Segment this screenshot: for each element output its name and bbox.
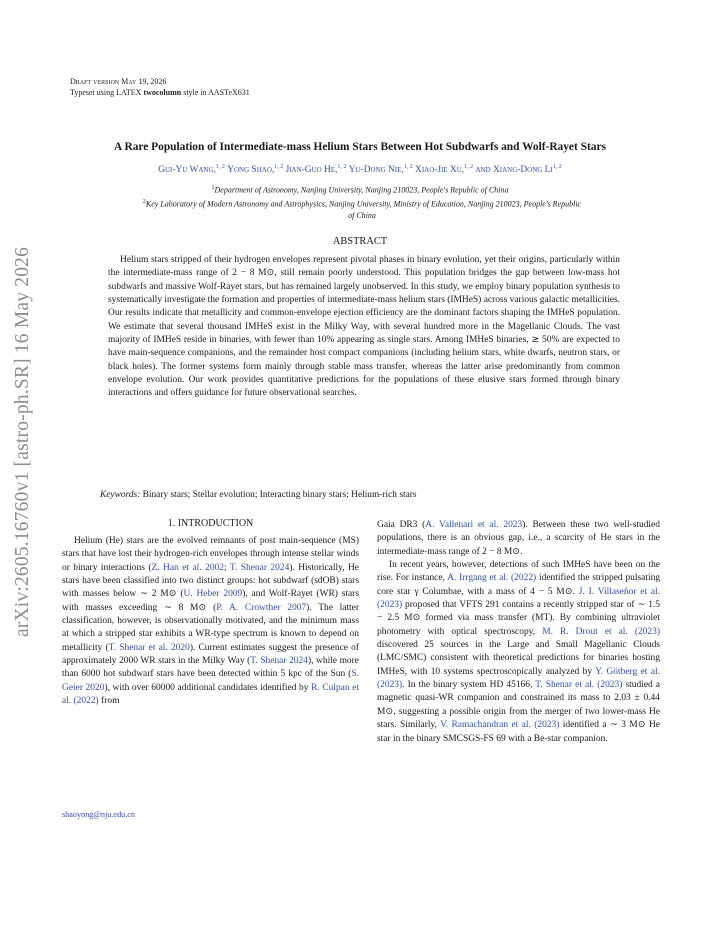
- citation-link[interactable]: Z. Han et al. 2002: [151, 562, 224, 573]
- paragraph: [62, 535, 359, 708]
- arxiv-stamp: [8, 232, 38, 652]
- corresponding-email-link[interactable]: shaoyong@nju.edu.cn: [62, 810, 136, 819]
- section-heading-introduction: 1. INTRODUCTION: [167, 518, 254, 529]
- citation-link[interactable]: R. Culpan et al. (2022): [62, 682, 359, 707]
- abstract-body: Helium stars stripped of their hydrogen envelopes represent pivotal phases in binary evolution, yet their origins, particularly within the intermediate-mass range of 2 − 8 M⊙, still remain poorly understood. This population bridges the gap between low-mass hot subdwarfs and massive Wolf-Rayet stars, but has remained largely unobserved. In this study, we employ binary population synthesis to systematically investigate the formation and properties of intermediate-mass helium stars (IMHeS) across various galactic metallicities. Our results indicate that metallicity and common-envelope ejection efficiency are the dominant factors shaping the IMHeS population. We estimate that several thousand IMHeS exist in the Milky Way, with several hundred more in the Magellanic Clouds. The vast majority of IMHeS reside in binaries, with fewer than 10% appearing as single stars. Among IMHeS binaries, ≳ 50% are expected to have main-sequence companions, and the remainder host compact companions (including helium stars, white dwarfs, neutron stars, or black holes). The former systems form mainly through stable mass transfer, whereas the latter arise predominantly from common envelope evolution. Our work provides quantitative predictions for the populations of these elusive stars formed through binary interactions and offers guidance for future observational searches.: [108, 255, 620, 399]
- author[interactable]: Jian-Guo He,$^{1, 2}$: [285, 164, 347, 176]
- right-column: [377, 519, 660, 746]
- affiliation-1: $^1$Department of Astronomy, Nanjing University, Nanjing 210023, People's Republic of China: [211, 185, 509, 195]
- citation-link[interactable]: Y. Götberg et al. (2023): [377, 666, 660, 691]
- body-text: Helium (He) stars are the evolved remnants of post main-sequence (MS) stars that have lost their hydrogen-rich envelopes through intense stellar winds or binary interactions (: [62, 536, 359, 573]
- citation-link[interactable]: A. Vallenari et al. 2023: [425, 520, 523, 530]
- author[interactable]: and Xiang-Dong Li$^{1, 2}$: [475, 164, 562, 176]
- body-text: ), and Wolf-Rayet (WR) stars with masses exceeding ∼ 8 M⊙ (: [62, 589, 359, 613]
- draft-version-line: Draft version May 19, 2026: [70, 77, 167, 86]
- citation-link[interactable]: T. Shenar et al. 2020: [108, 642, 190, 653]
- citation-link[interactable]: T. Shenar 2024: [250, 656, 308, 667]
- keywords-list: Binary stars; Stellar evolution; Interacting binary stars; Helium-rich stars: [142, 490, 417, 500]
- body-text: discovered 25 sources in the Large and Small Magellanic Clouds (LMC/SMC) consistent with theoretical predictions for binaries hosting IMHeS, with 10 systems spectroscopically analyzed by: [377, 640, 660, 677]
- affiliation-2: $^2$Key Laboratory of Modern Astronomy and Astrophysics, Nanjing University, Ministry of Education, Nanjing 210023, People's Republic of China: [142, 199, 582, 220]
- citation-link[interactable]: U. Heber 2009: [183, 589, 243, 600]
- paragraph: [377, 559, 660, 746]
- body-text: ). Current estimates suggest the presence of approximately 2000 WR stars in the Milky Way (: [62, 642, 359, 667]
- author[interactable]: Xiao-Jie Xu,$^{1, 2}$: [415, 164, 474, 176]
- draft-header: [70, 76, 250, 98]
- body-text: ), with over 60000 additional candidates identified by: [104, 682, 312, 693]
- body-text: proposed that VFTS 291 contains a recently stripped star of ∼ 1.5 − 2.5 M⊙ formed via mass transfer (MT). By combining ultraviolet photometry with optical spectroscopy,: [377, 600, 660, 637]
- abstract-heading: ABSTRACT: [332, 236, 388, 247]
- keywords-label: Keywords:: [100, 490, 141, 500]
- body-text: ;: [223, 562, 230, 573]
- author-list: [40, 164, 680, 175]
- typeset-line: Typeset using LATEX twocolumn style in AASTeX631: [70, 88, 250, 97]
- body-text: studied a magnetic quasi-WR companion and constrained its mass to 2.03 ± 0.44 M⊙, suggesting a possible origin from the merger of two lower-mass He stars. Similarly,: [377, 680, 660, 731]
- body-text: Gaia DR3 (: [377, 520, 426, 530]
- keywords: [100, 490, 417, 500]
- author[interactable]: Yong Shao,$^{1, 2}$: [227, 164, 284, 176]
- citation-link[interactable]: M. R. Drout et al. (2023): [542, 626, 660, 637]
- body-text: identified the stripped pulsating core star γ Columbae, with a mass of 4 − 5 M⊙.: [377, 573, 661, 597]
- body-text: . In the binary system HD 45166,: [402, 680, 536, 691]
- citation-link[interactable]: T. Shenar et al. (2023): [535, 680, 623, 691]
- citation-link[interactable]: V. Ramachandran et al. (2023): [440, 720, 560, 731]
- body-text: identified a ∼ 3 M⊙ He star in the binary SMCSGS-FS 69 with a Be-star companion.: [377, 720, 660, 744]
- latex-logo: LATEX: [116, 88, 142, 97]
- left-column: [62, 535, 359, 708]
- citation-link[interactable]: T. Shenar 2024: [229, 562, 290, 573]
- paper-title: A Rare Population of Intermediate-mass Helium Stars Between Hot Subdwarfs and Wolf-Rayet Stars: [114, 141, 606, 153]
- author[interactable]: Yu-Dong Nie,$^{1, 2}$: [348, 164, 413, 176]
- body-text: ). Between these two well-studied populations, there is an obvious gap, i.e., a scarcity of He stars in the intermediate-mass range of 2 − 8 M⊙.: [377, 520, 660, 557]
- body-text: ). The latter classification, however, is observationally motivated, and the minimum mass at which a stripped star exhibits a WR-type spectrum is known to depend on metallicity (: [62, 602, 360, 653]
- author[interactable]: Gui-Yu Wang,$^{1, 2}$: [158, 164, 225, 176]
- citation-link[interactable]: A. Irrgang et al. (2022): [447, 573, 537, 584]
- citation-link[interactable]: J. I. Villaseñor et al. (2023): [377, 586, 661, 611]
- body-text: In recent years, however, detections of such IMHeS have been on the rise. For instance,: [377, 560, 660, 584]
- citation-link[interactable]: S. Geier 2020: [62, 669, 359, 693]
- body-text: ). Historically, He stars have been classified into two distinct groups: hot subdwarf (sdOB) stars with masses below ∼ 2 M⊙ (: [62, 562, 359, 600]
- paragraph: [377, 519, 660, 559]
- body-text: ), while more than 6000 hot subdwarf stars have been detected within 5 kpc of the Sun (: [62, 656, 359, 680]
- arxiv-identifier: arXiv:2605.16760v1 [astro-ph.SR] 16 May 2026: [12, 246, 34, 638]
- citation-link[interactable]: P. A. Crowther 2007: [216, 602, 307, 613]
- body-text: from: [98, 696, 120, 707]
